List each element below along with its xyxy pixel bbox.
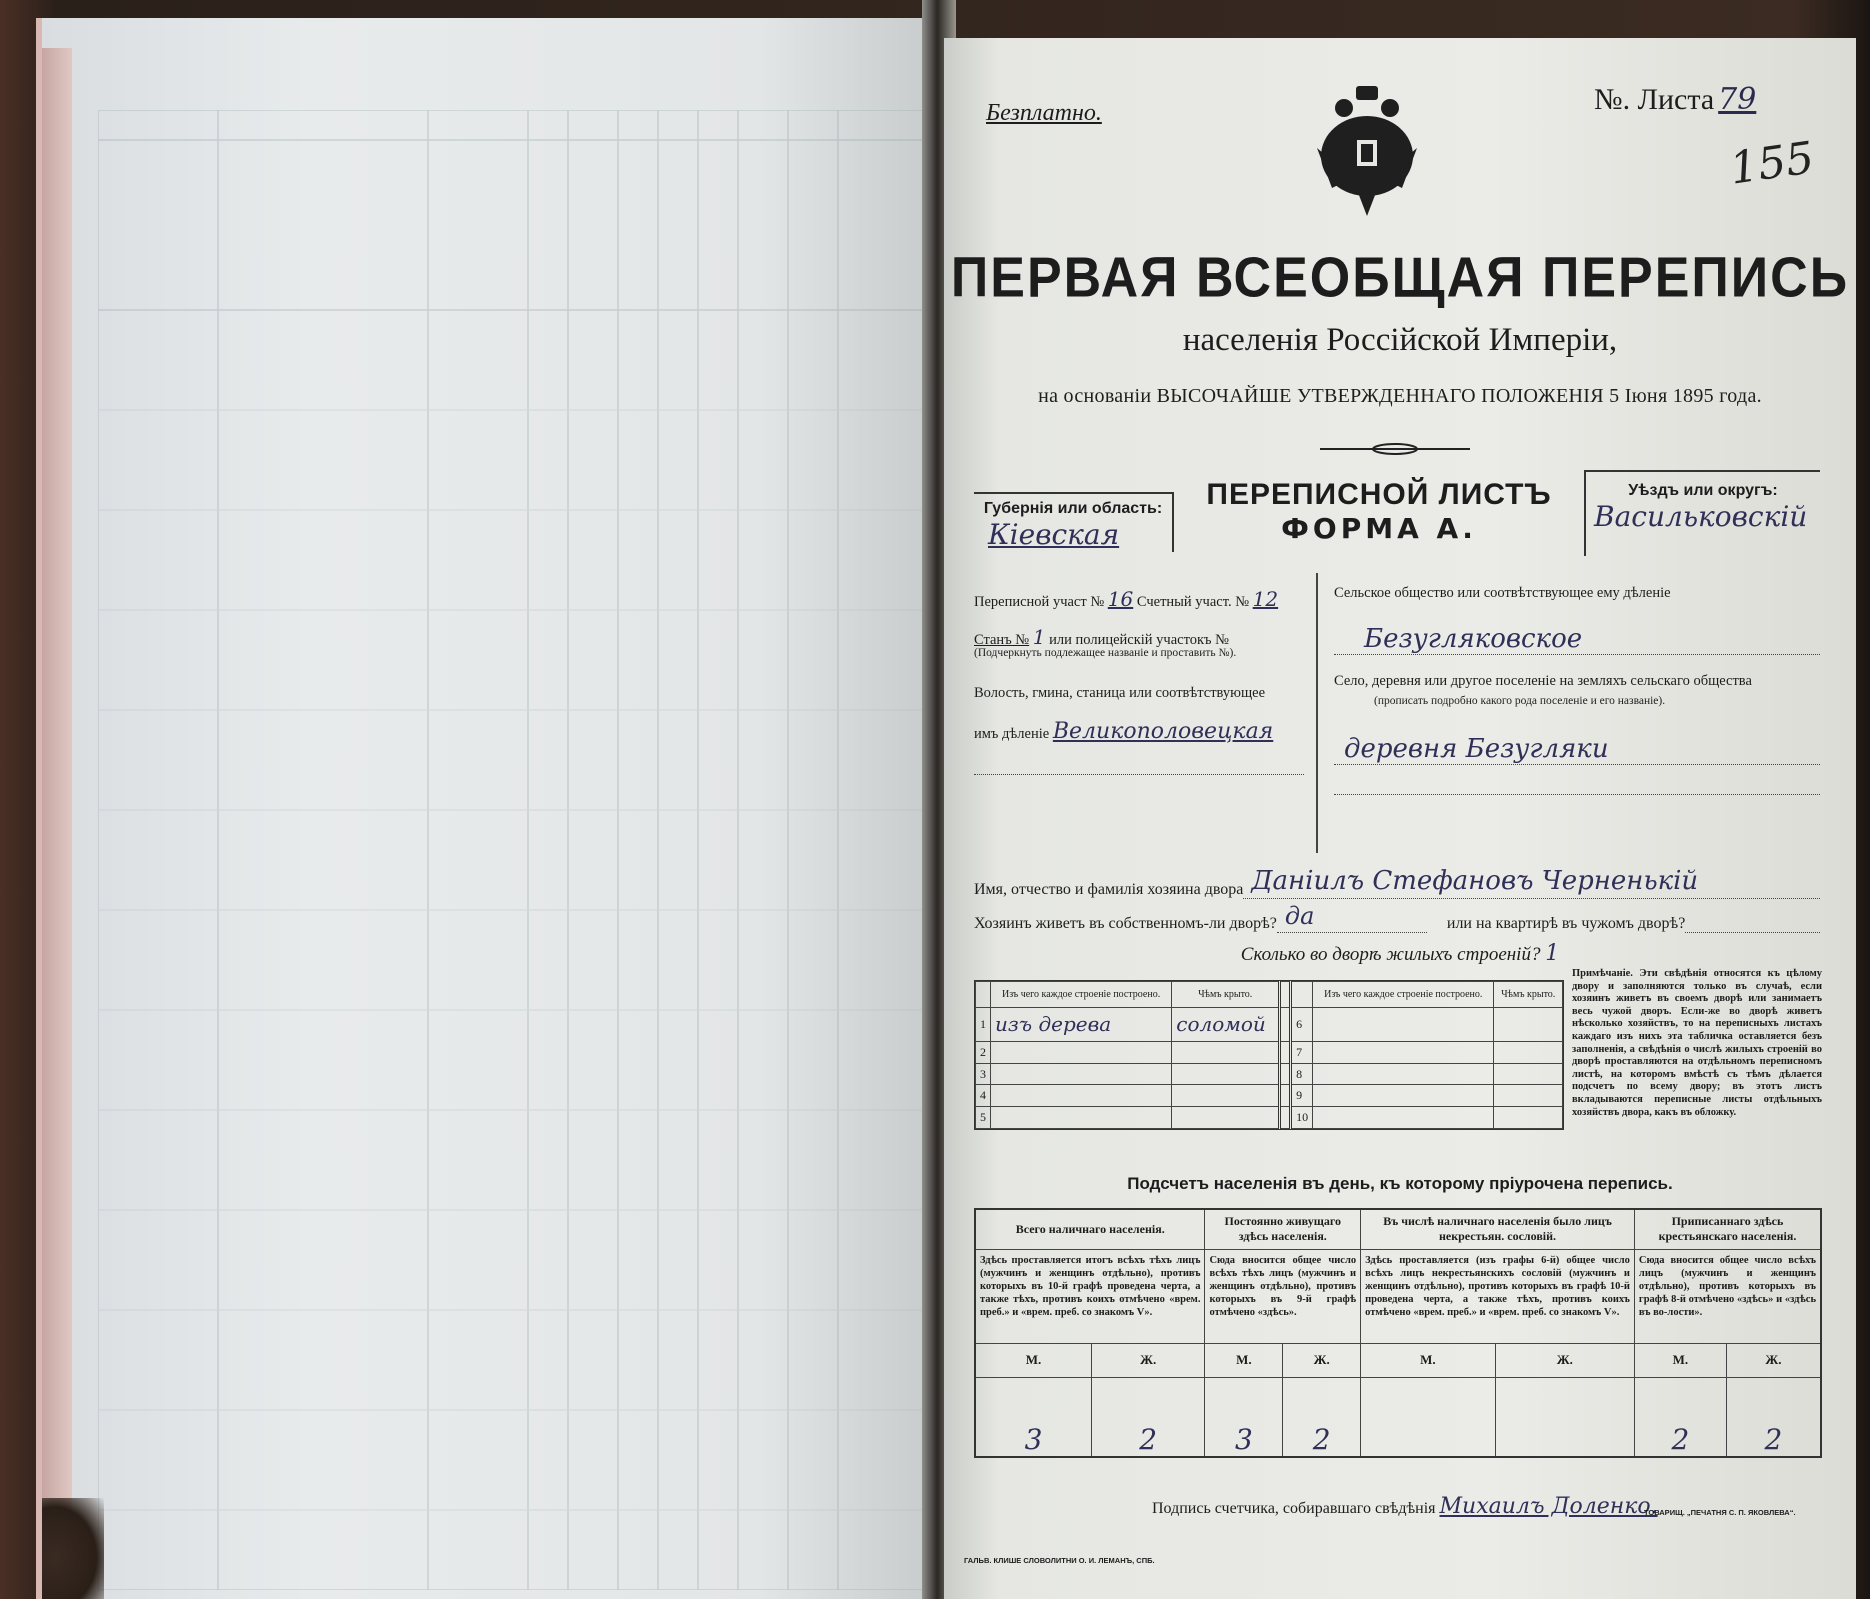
ornament-divider (1320, 442, 1470, 456)
count-col-header: Въ числѣ наличнаго населенія было лицъ некрестьян. сословій. (1361, 1209, 1635, 1249)
volost-label-1: Волость, гмина, станица или соотвѣтствующее (974, 685, 1266, 701)
male-label: М. (1361, 1343, 1496, 1377)
owner-name-row (974, 865, 1820, 899)
village-line (1334, 725, 1820, 765)
census-area-value: 16 (1107, 587, 1134, 611)
village-extra-line (1334, 765, 1820, 795)
count-col-header: Постоянно живущаго здѣсь населенія. (1205, 1209, 1361, 1249)
page-stack-edge (42, 48, 72, 1599)
sheet-title-cell (1184, 470, 1574, 560)
form-subtitle: населенія Россійской Имперіи, (1182, 322, 1618, 358)
district-value: Васильковскій (1594, 500, 1808, 533)
female-label: Ж. (1091, 1343, 1204, 1377)
row-number: 1 (976, 1008, 991, 1042)
signature-label: Подпись счетчика, собиравшаго свѣдѣнія (1152, 1500, 1436, 1517)
census-area-label: Переписной участ № (974, 594, 1105, 610)
stan-row (974, 625, 1304, 647)
count-col-desc: Сюда вносится общее число всѣхъ лицъ (мужчинъ и женщинъ отдѣльно), противъ которыхъ въ графѣ 8-й отмѣчено «здѣсь» и «здѣсь въ во-лости». (1634, 1249, 1821, 1343)
sheet-title: ПЕРЕПИСНОЙ ЛИСТЪ (1206, 478, 1552, 511)
buildings-label: Сколько во дворѣ жилыхъ строеній? (1240, 944, 1541, 965)
count-female-value: 2 (1726, 1377, 1821, 1457)
province-value: Кіевская (988, 518, 1120, 551)
female-label: Ж. (1283, 1343, 1361, 1377)
count-col-desc: Сюда вносится общее число всѣхъ тѣхъ лицъ (мужчинъ и женщинъ отдѣльно), противъ которыхъ въ 9-й графѣ отмѣчено «здѣсь». (1205, 1249, 1361, 1343)
row-number: 2 (976, 1041, 991, 1063)
count-female-value (1495, 1377, 1634, 1457)
province-label: Губернія или область: (983, 500, 1163, 517)
owner-name-value: Даніилъ Стефановъ Черненькій (1251, 866, 1699, 896)
col-roof-header-2: Чѣмъ крыто. (1494, 982, 1563, 1008)
row-number: 3 (976, 1063, 991, 1085)
village-value: деревня Безугляки (1344, 734, 1609, 764)
free-label: Безплатно. (986, 100, 1102, 126)
count-area-value: 12 (1252, 587, 1279, 611)
society-label: Сельское общество или соотвѣтствующее ему дѣленіе (1334, 585, 1671, 601)
underline-hint: (Подчеркнуть подлежащее названіе и проставить №). (974, 647, 1237, 659)
count-col-header: Всего наличнаго населенія. (975, 1209, 1205, 1249)
other-yard-label: или на квартирѣ въ чужомъ дворѣ? (1446, 915, 1686, 932)
building-roof: соломой (1172, 1008, 1280, 1042)
male-label: М. (1634, 1343, 1726, 1377)
volost-extra-line (974, 749, 1304, 775)
own-yard-label: Хозяинъ живетъ въ собственномъ-ли дворѣ? (974, 915, 1277, 932)
row-number: 7 (1291, 1041, 1313, 1063)
enumerator-signature-row (1152, 1494, 1658, 1519)
count-female-value: 2 (1091, 1377, 1204, 1457)
volost-value: Великополовецкая (1052, 719, 1274, 744)
male-label: М. (1205, 1343, 1283, 1377)
male-label: М. (975, 1343, 1091, 1377)
society-line (1334, 615, 1820, 655)
location-section (974, 573, 1820, 853)
buildings-value: 1 (1545, 941, 1560, 966)
buildings-note: Примѣчаніе. Эти свѣдѣнія относятся къ цѣлому двору и заполняются только въ случаѣ, если хозяинъ живетъ въ своемъ дворѣ или занимаетъ весь чужой дворъ. Если-же во дворѣ живетъ нѣсколько хозяйствъ, то на переписныхъ листахъ каждаго изъ нихъ эта табличка оставляется безъ заполненія, а свѣдѣнія о числѣ жилыхъ строеній во дворѣ проставляются на отдѣльномъ переписномъ листѣ, на которомъ вмѣстѣ съ тѣмъ дѣлается подсчетъ по всему двору; въ этотъ листъ вкладываются переписные листы отдѣльныхъ хозяйствъ двора, какъ въ обложку. (1572, 968, 1822, 1118)
legal-basis: на основаніи ВЫСОЧАЙШЕ УТВЕРЖДЕННАГО ПОЛОЖЕНІЯ 5 Іюня 1895 года. (1038, 385, 1762, 407)
buildings-question (944, 941, 1856, 966)
location-left (974, 573, 1304, 853)
row-number: 8 (1291, 1063, 1313, 1085)
district-label: Уѣздъ или округъ: (1628, 482, 1778, 499)
sheet-number-label: №. Листа (1594, 83, 1715, 116)
printer-imprint-right: ТОВАРИЩ. „ПЕЧАТНЯ С. П. ЯКОВЛЕВА“. (1644, 1508, 1796, 1517)
double-headed-eagle-icon (1312, 78, 1422, 218)
location-right (1316, 573, 1820, 853)
printer-imprint-left: ГАЛЬВ. КЛИШЕ СЛОВОЛИТНИ О. И. ЛЕМАНЪ, СПБ. (964, 1556, 1155, 1565)
table-row (976, 1041, 1563, 1063)
count-col-header: Приписаннаго здѣсь крестьянскаго населенія. (1634, 1209, 1821, 1249)
row-number: 5 (976, 1107, 991, 1129)
province-cell (974, 492, 1174, 552)
table-row (976, 1063, 1563, 1085)
table-row (976, 1085, 1563, 1107)
row-number: 4 (976, 1085, 991, 1107)
building-material: изъ дерева (991, 1008, 1172, 1042)
owner-name-label: Имя, отчество и фамилія хозяина двора (974, 881, 1244, 898)
count-col-desc: Здѣсь проставляется итогъ всѣхъ тѣхъ лицъ (мужчинъ и женщинъ отдѣльно), противъ которыхъ въ 10-й графѣ проведена черта, а также тѣхъ, противъ коихъ отмѣчено «врем. преб.» и «врем. преб. со знакомъ V». (975, 1249, 1205, 1343)
row-number: 10 (1291, 1107, 1313, 1129)
sheet-form: ФОРМА А. (1281, 512, 1477, 545)
count-female-value: 2 (1283, 1377, 1361, 1457)
count-male-value: 2 (1634, 1377, 1726, 1457)
stan-label: Станъ № (974, 632, 1030, 648)
page-number: 155 (1726, 132, 1818, 195)
society-value: Безугляковское (1364, 624, 1583, 654)
count-col-desc: Здѣсь проставляется (изъ графы 6-й) общее число всѣхъ лицъ некрестьянскихъ сословій (мужчинъ и женщинъ отдѣльно), противъ которыхъ въ графѣ 10-й проведена черта, а также тѣхъ, противъ коихъ отмѣчено «врем. преб.» и «врем. преб. со знакомъ V». (1361, 1249, 1635, 1343)
police-label: или полицейскій участокъ № (1049, 632, 1229, 648)
district-cell (1584, 470, 1820, 556)
sheet-number-value: 79 (1718, 82, 1757, 117)
population-count-table (974, 1208, 1822, 1458)
count-title: Подсчетъ населенія въ день, къ которому пріурочена перепись. (1127, 1174, 1673, 1193)
count-male-value: 3 (975, 1377, 1091, 1457)
count-male-value (1361, 1377, 1496, 1457)
count-area-label: Счетный участ. № (1136, 594, 1250, 610)
table-row (976, 1107, 1563, 1129)
signature-value: Михаилъ Доленко. (1439, 1494, 1658, 1519)
row-number: 9 (1291, 1085, 1313, 1107)
buildings-table (974, 980, 1564, 1130)
owner-yard-row (974, 899, 1820, 933)
census-area-row (974, 587, 1304, 609)
volost-label-2: имъ дѣленіе (974, 726, 1050, 742)
sheet-number (1594, 82, 1756, 117)
form-title: ПЕРВАЯ ВСЕОБЩАЯ ПЕРЕПИСЬ (950, 246, 1850, 310)
owner-section (974, 865, 1820, 933)
census-form-page (944, 38, 1856, 1599)
form-header-box (974, 470, 1820, 560)
table-row (976, 1008, 1563, 1042)
stan-value: 1 (1032, 625, 1046, 649)
female-label: Ж. (1495, 1343, 1634, 1377)
own-yard-value: да (1284, 902, 1315, 930)
col-material-header: Изъ чего каждое строеніе построено. (991, 982, 1172, 1008)
left-page (36, 18, 936, 1599)
female-label: Ж. (1726, 1343, 1821, 1377)
village-hint: (прописать подробно какого рода поселеніе и его названіе). (1374, 695, 1666, 707)
col-roof-header: Чѣмъ крыто. (1172, 982, 1280, 1008)
bleed-through-grid (98, 110, 938, 1590)
count-male-value: 3 (1205, 1377, 1283, 1457)
volost-row (974, 719, 1304, 744)
thumb-shadow (42, 1498, 104, 1599)
col-material-header-2: Изъ чего каждое строеніе построено. (1313, 982, 1494, 1008)
village-label: Село, деревня или другое поселеніе на земляхъ сельскаго общества (1334, 673, 1752, 689)
row-number: 6 (1291, 1008, 1313, 1042)
